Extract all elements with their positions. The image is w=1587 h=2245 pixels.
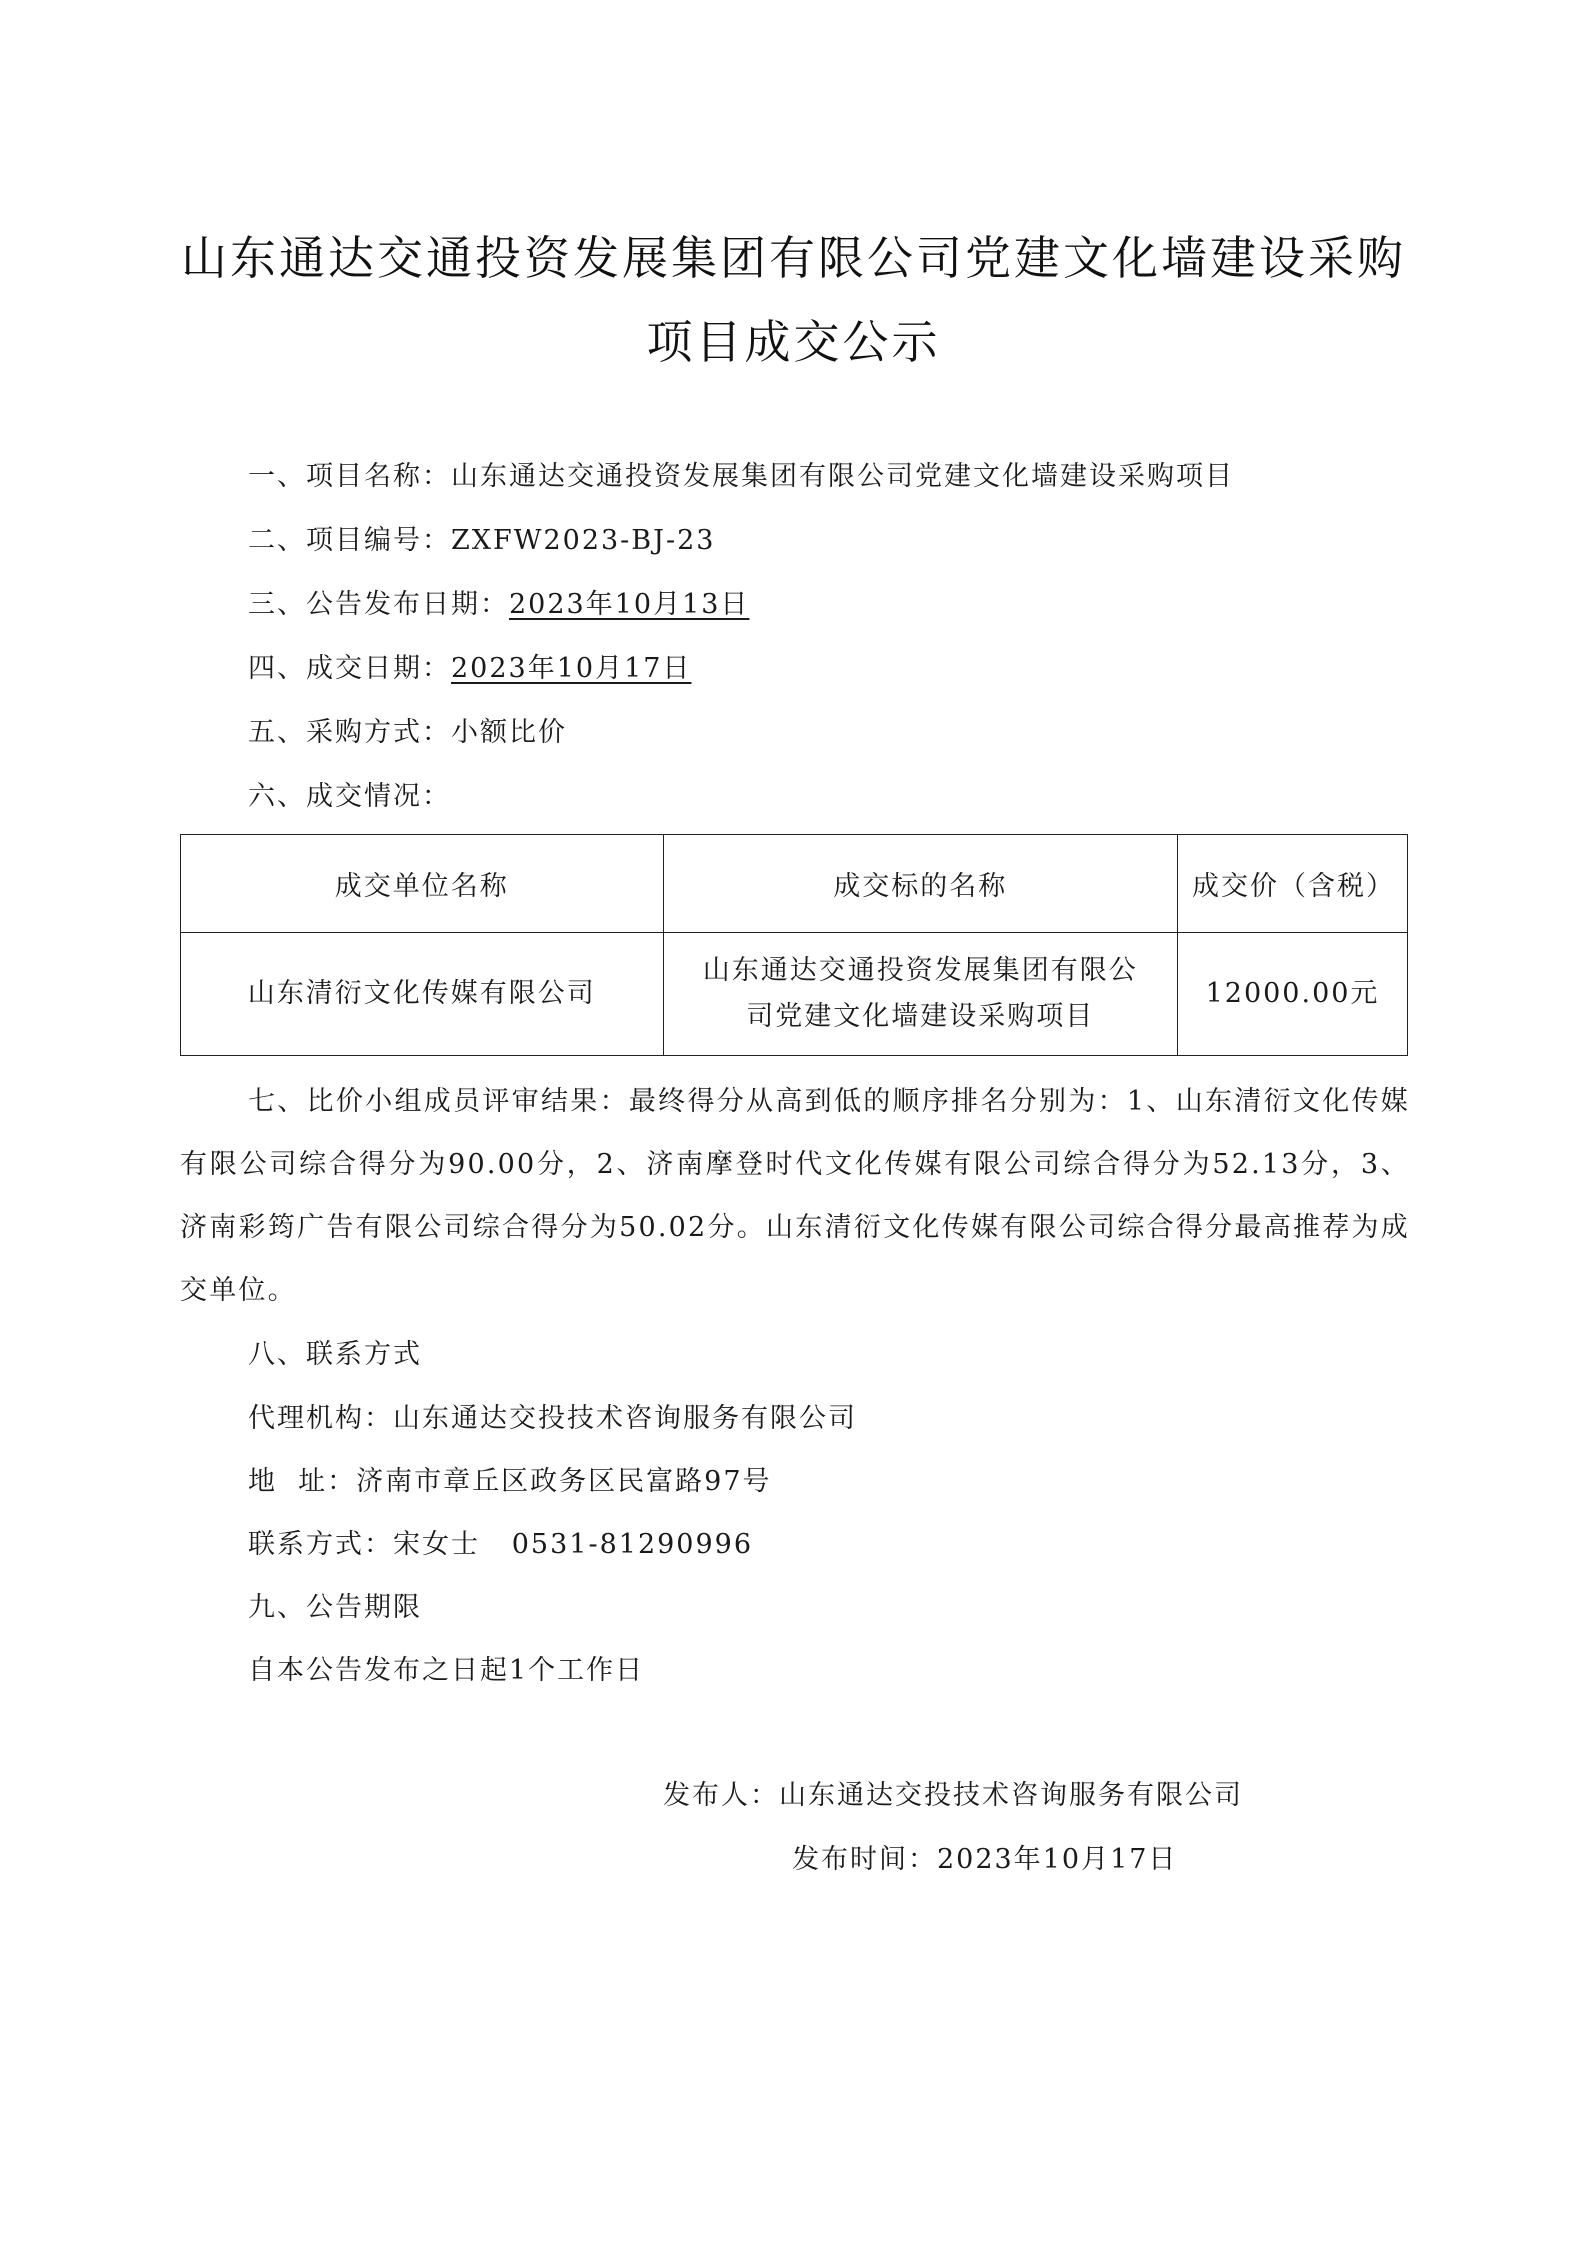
project-number-line: 二、项目编号：ZXFW2023-BJ-23 [248, 525, 716, 556]
cell-unit: 山东清衍文化传媒有限公司 [181, 933, 664, 1056]
phone-line: 联系方式：宋女士 0531-81290996 [248, 1529, 754, 1560]
header-price: 成交价（含税） [1178, 835, 1408, 933]
deal-date-line [248, 646, 691, 685]
period-heading: 九、公告期限 [248, 1592, 422, 1623]
deal-result-table [180, 834, 1408, 1056]
cell-subject-line1: 山东通达交通投资发展集团有限公 [702, 955, 1138, 986]
deal-date-label: 四、成交日期： [248, 653, 451, 684]
publish-date-label: 三、公告发布日期： [248, 589, 509, 620]
evaluation-paragraph: 七、比价小组成员评审结果：最终得分从高到低的顺序排名分别为：1、山东清衍文化传媒有限公司综合得分为90.00分，2、济南摩登时代文化传媒有限公司综合得分为52.13分，3、济南彩筠广告有限公司综合得分为50.02分。山东清衍文化传媒有限公司综合得分最高推荐为成交单位。 [180, 1086, 1410, 1306]
period-text: 自本公告发布之日起1个工作日 [248, 1655, 645, 1686]
document-title-line1: 山东通达交通投资发展集团有限公司党建文化墙建设采购 [181, 231, 1406, 285]
agency-line: 代理机构：山东通达交投技术咨询服务有限公司 [248, 1403, 857, 1434]
procurement-method-line: 五、采购方式：小额比价 [248, 717, 567, 748]
document-title-line2: 项目成交公示 [646, 315, 941, 369]
cell-subject-line2: 司党建文化墙建设采购项目 [746, 1001, 1095, 1032]
publish-date-value: 2023年10月13日 [509, 589, 750, 620]
address-line: 地 址：济南市章丘区政务区民富路97号 [248, 1466, 772, 1497]
contact-heading: 八、联系方式 [248, 1339, 422, 1370]
table-header-row [181, 835, 1408, 933]
deal-date-value: 2023年10月17日 [451, 653, 692, 684]
publish-date-line [248, 582, 749, 621]
header-subject: 成交标的名称 [663, 835, 1178, 933]
cell-subject [663, 933, 1178, 1056]
cell-price: 12000.00元 [1178, 933, 1408, 1056]
header-unit: 成交单位名称 [181, 835, 664, 933]
publisher-line: 发布人：山东通达交投技术咨询服务有限公司 [663, 1780, 1243, 1811]
table-row [181, 933, 1408, 1056]
publish-time-line: 发布时间：2023年10月17日 [792, 1844, 1178, 1875]
project-name-line: 一、项目名称：山东通达交通投资发展集团有限公司党建文化墙建设采购项目 [248, 461, 1234, 492]
deal-status-line: 六、成交情况： [248, 781, 451, 812]
